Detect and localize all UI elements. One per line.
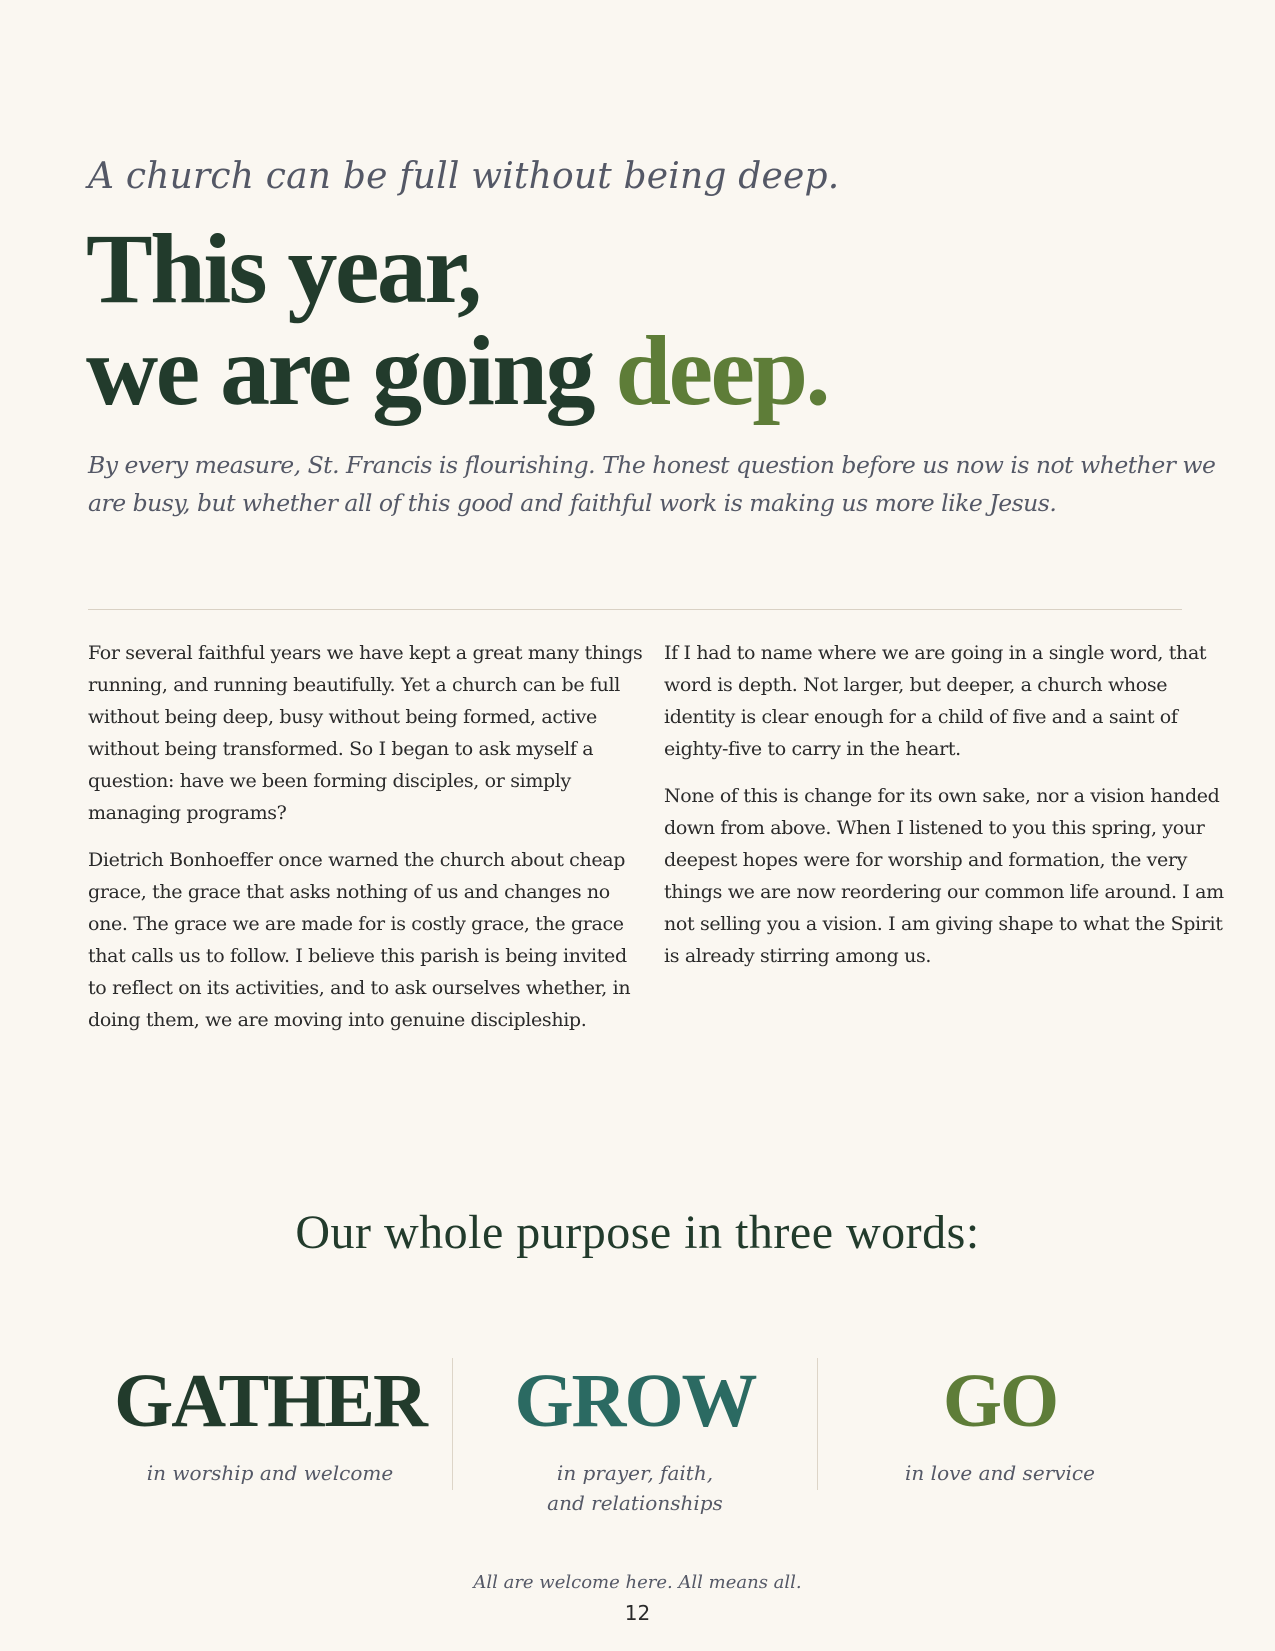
pillar-description: in worship and welcome bbox=[146, 1461, 394, 1485]
body-paragraph: None of this is change for its own sake, nor a vision handed down from above. When I listened to you this spring, your deepest hopes were for worship and formation, the very things we are now reordering our common life around. I am not selling you a vision. I am giving shape to what the Spirit is already stirring among us. bbox=[664, 785, 1224, 967]
body-column-right bbox=[664, 637, 1224, 987]
pillar-grow bbox=[453, 1356, 817, 1518]
pillar-word: GO bbox=[942, 1359, 1058, 1443]
headline-line-2-lead: we are going bbox=[86, 315, 616, 426]
body-column-left bbox=[88, 637, 648, 1051]
pillar-go bbox=[818, 1356, 1182, 1488]
pillar-gather bbox=[88, 1356, 452, 1488]
pillar-word: GATHER bbox=[114, 1359, 426, 1443]
pillar-description: in prayer, faith, and relationships bbox=[547, 1461, 723, 1515]
body-paragraph: If I had to name where we are going in a single word, that word is depth. Not larger, but deeper, a church whose identity is clear enough for a child of five and a saint of eighty-five to carry in the heart. bbox=[664, 642, 1207, 760]
footer-tagline: All are welcome here. All means all. bbox=[473, 1572, 802, 1593]
body-paragraph: For several faithful years we have kept a great many things running, and running beautifully. Yet a church can be full without being deep, busy without being formed, active without being transformed. So I began to ask myself a question: have we been forming disciples, or simply managing programs? bbox=[88, 642, 643, 824]
headline-line-1: This year, bbox=[86, 213, 480, 324]
body-paragraph: Dietrich Bonhoeffer once warned the church about cheap grace, the grace that asks nothing of us and changes no one. The grace we are made for is costly grace, the grace that calls us to follow. I believe this parish is being invited to reflect on its activities, and to ask ourselves whether, in doing them, we are moving into genuine discipleship. bbox=[88, 849, 631, 1031]
purpose-pillars bbox=[88, 1356, 1182, 1516]
pillar-description: in love and service bbox=[905, 1461, 1095, 1485]
intro-paragraph: By every measure, St. Francis is flourishing. The honest question before us now is not whether we are busy, but whether all of this good and faithful work is making us more like Jesus. bbox=[88, 451, 1216, 517]
pillar-word: GROW bbox=[514, 1359, 756, 1443]
purpose-heading: Our whole purpose in three words: bbox=[295, 1206, 980, 1259]
section-divider bbox=[88, 609, 1182, 610]
page-number: 12 bbox=[624, 1601, 651, 1625]
kicker-text: A church can be full without being deep. bbox=[88, 156, 840, 197]
headline-accent-word: deep. bbox=[615, 315, 828, 426]
page-headline bbox=[86, 213, 1236, 426]
